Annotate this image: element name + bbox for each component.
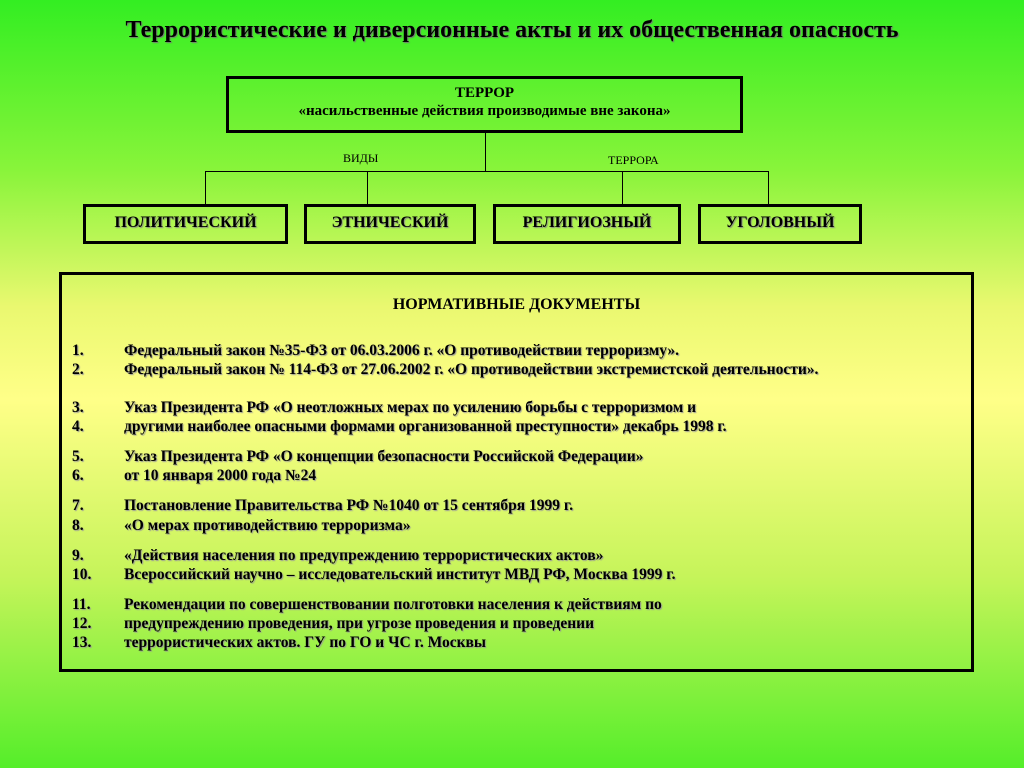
doc-item: 3. Указ Президента РФ «О неотложных мерах по усилению борьбы с терроризмом и (72, 399, 697, 416)
terror-heading: ТЕРРОР (454, 85, 515, 101)
label-kinds: ВИДЫ (343, 151, 379, 165)
doc-item: 12. предупреждению проведения, при угрозе проведения и проведении (72, 615, 595, 632)
doc-item: 6. от 10 января 2000 года №24 (72, 467, 317, 484)
terror-definition-box (226, 76, 743, 133)
doc-item: 10. Всероссийский научно – исследовательский институт МВД РФ, Москва 1999 г. (72, 566, 676, 583)
doc-item: 4. другими наиболее опасными формами организованной преступности» декабрь 1998 г. (72, 418, 727, 435)
doc-item: 7. Постановление Правительства РФ №1040 от 15 сентября 1999 г. (72, 497, 574, 514)
doc-item: 5. Указ Президента РФ «О концепции безопасности Российской Федерации» (72, 448, 644, 465)
documents-title: НОРМАТИВНЫЕ ДОКУМЕНТЫ (392, 296, 641, 313)
doc-item: 13. террористических актов. ГУ по ГО и ЧС г. Москвы (72, 634, 487, 651)
doc-item: 9. «Действия населения по предупреждению террористических актов» (72, 547, 604, 564)
terror-definition: «насильственные действия производимые вне закона» (298, 103, 671, 119)
type-criminal: УГОЛОВНЫЙ (698, 204, 862, 244)
doc-item: 8. «О мерах противодействию терроризма» (72, 517, 411, 534)
connector-drop-1 (205, 171, 206, 204)
type-religious: РЕЛИГИОЗНЫЙ (493, 204, 681, 244)
type-political: ПОЛИТИЧЕСКИЙ (83, 204, 288, 244)
connector-drop-3 (622, 171, 623, 204)
doc-item: 11. Рекомендации по совершенствовании полготовки населения к действиям по (72, 596, 662, 613)
documents-box (59, 272, 974, 672)
type-ethnic: ЭТНИЧЕСКИЙ (304, 204, 476, 244)
connector-drop-4 (768, 171, 769, 204)
connector-bar (205, 171, 769, 172)
connector-trunk (485, 133, 486, 171)
page-title: Террористические и диверсионные акты и их общественная опасность (125, 17, 899, 43)
doc-item: 2. Федеральный закон № 114-ФЗ от 27.06.2002 г. «О противодействии экстремистской деятельности». (72, 361, 819, 378)
label-terror: ТЕРРОРА (608, 153, 659, 167)
doc-item: 1. Федеральный закон №35-ФЗ от 06.03.2006 г. «О противодействии терроризму». (72, 342, 680, 359)
connector-drop-2 (367, 171, 368, 204)
